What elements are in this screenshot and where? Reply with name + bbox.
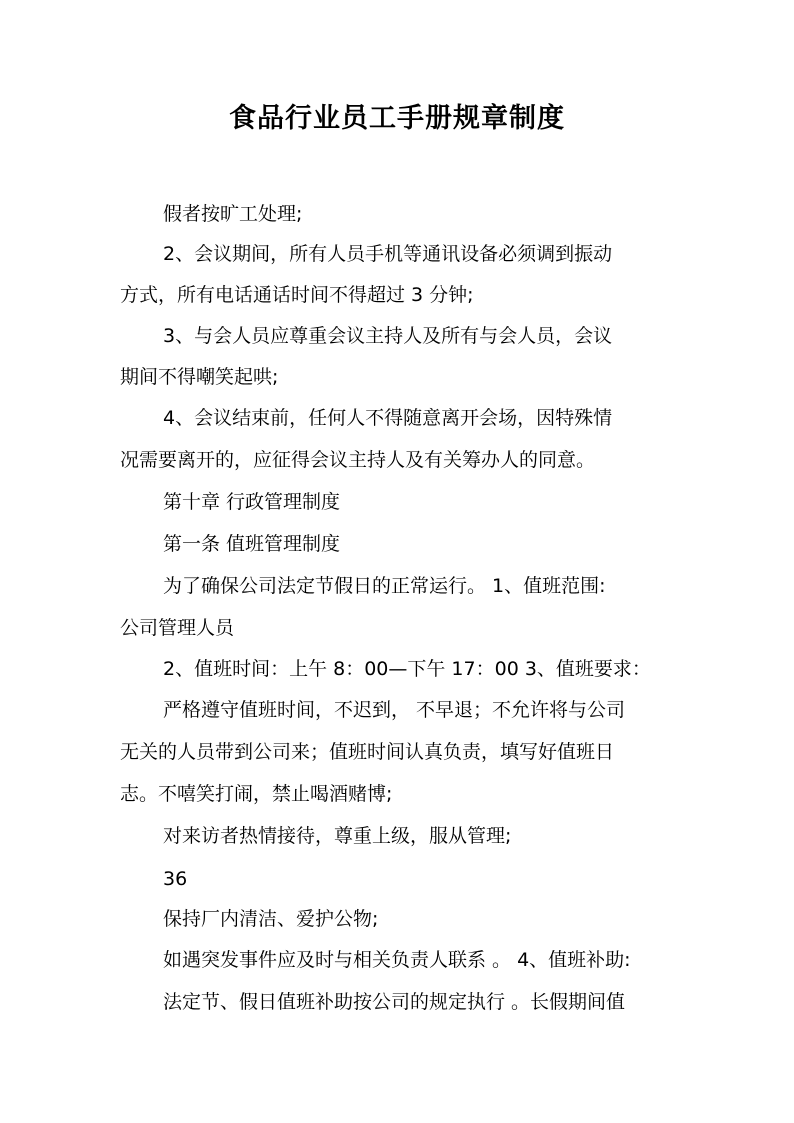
body-line: 对来访者热情接待，尊重上级，服从管理; (163, 825, 512, 847)
body-line: 2、值班时间：上午 8：00—下午 17：00 3、值班要求： (163, 658, 651, 680)
body-line: 法定节、假日值班补助按公司的规定执行 。长假期间值 (163, 991, 626, 1013)
page-number: 36 (163, 868, 188, 890)
body-line: 期间不得嘲笑起哄; (120, 366, 279, 388)
body-line: 志。不嘻笑打闹，禁止喝酒赌博; (120, 783, 393, 805)
document-title: 食品行业员工手册规章制度 (229, 103, 565, 134)
body-line: 况需要离开的，应征得会议主持人及有关筹办人的同意。 (120, 449, 596, 471)
body-line: 假者按旷工处理; (163, 203, 303, 225)
body-line: 方式，所有电话通话时间不得超过 3 分钟; (120, 284, 474, 306)
body-line: 为了确保公司法定节假日的正常运行。 1、值班范围: (163, 575, 606, 597)
body-line: 无关的人员带到公司来；值班时间认真负责，填写好值班日 (120, 741, 615, 763)
body-line: 公司管理人员 (120, 617, 235, 639)
body-line: 严格遵守值班时间，不迟到， 不早退；不允许将与公司 (163, 699, 626, 721)
article-heading: 第一条 值班管理制度 (163, 533, 341, 555)
body-line: 3、与会人员应尊重会议主持人及所有与会人员，会议 (163, 325, 613, 347)
body-line: 如遇突发事件应及时与相关负责人联系 。 4、值班补助: (163, 949, 631, 971)
body-line: 4、会议结束前，任何人不得随意离开会场，因特殊情 (163, 407, 613, 429)
body-line: 2、会议期间，所有人员手机等通讯设备必须调到振动 (163, 243, 613, 265)
chapter-heading: 第十章 行政管理制度 (163, 491, 341, 513)
body-line: 保持厂内清洁、爱护公物; (163, 908, 379, 930)
